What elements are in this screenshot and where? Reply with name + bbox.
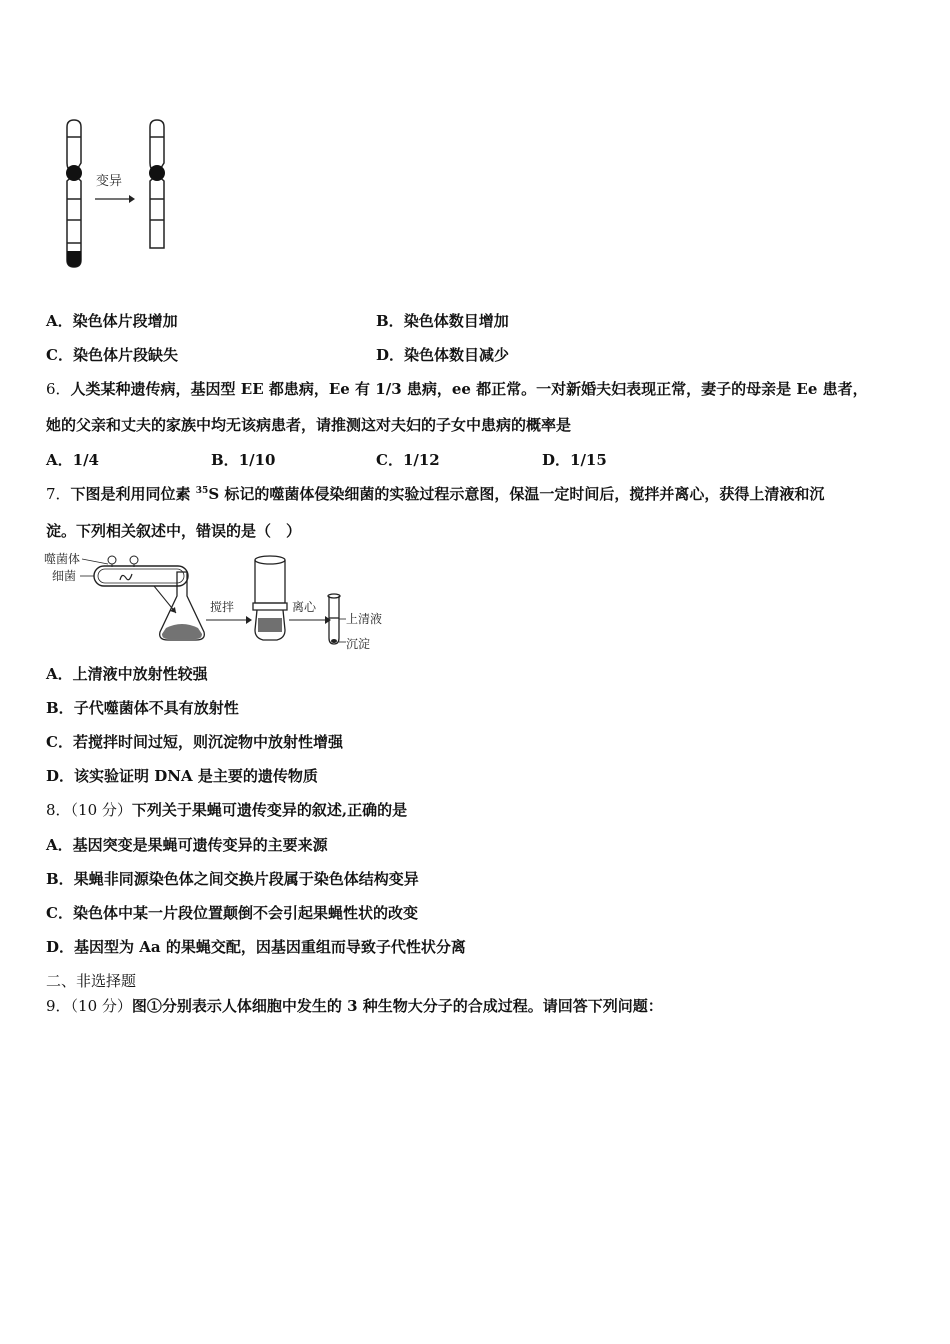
q6-stem-line1: 6．人类某种遗传病，基因型 EE 都患病，Ee 有 1/3 患病，ee 都正常。一对新婚夫妇表现正常，妻子的母亲是 Ee 患者， <box>46 380 868 398</box>
q6-option-d: D．1/15 <box>542 451 607 469</box>
q5-option-c: C．染色体片段缺失 <box>46 346 178 364</box>
q8-option-b: B．果蝇非同源染色体之间交换片段属于染色体结构变异 <box>46 870 419 888</box>
label-centrifuge: 离心 <box>292 600 317 614</box>
arrow-head <box>129 195 135 203</box>
q7-option-b: B．子代噬菌体不具有放射性 <box>46 699 239 717</box>
q9-stem: 9．（10 分）图①分别表示人体细胞中发生的 3 种生物大分子的合成过程。请回答下列问题： <box>46 997 663 1015</box>
centromere-left <box>66 165 82 181</box>
label-sediment: 沉淀 <box>346 637 371 651</box>
q6-option-a: A．1/4 <box>46 451 99 469</box>
chromosome-before <box>67 120 81 267</box>
label-bacteria: 细菌 <box>52 569 77 583</box>
chromosome-figure <box>55 115 185 275</box>
q7-stem-line2: 淀。下列相关叙述中，错误的是（ ） <box>46 522 302 540</box>
phage-experiment-figure <box>42 548 392 658</box>
section-title: 二、非选择题 <box>46 972 137 990</box>
label-supernatant: 上清液 <box>346 612 383 626</box>
dark-segment <box>67 251 81 267</box>
q8-option-d: D．基因型为 Aa 的果蝇交配，因基因重组而导致子代性状分离 <box>46 938 466 956</box>
q7-option-c: C．若搅拌时间过短，则沉淀物中放射性增强 <box>46 733 343 751</box>
q5-option-a: A．染色体片段增加 <box>46 312 178 330</box>
label-stir: 搅拌 <box>210 600 235 614</box>
q6-stem-line2: 她的父亲和丈夫的家族中均无该病患者，请推测这对夫妇的子女中患病的概率是 <box>46 416 572 434</box>
q7-option-d: D．该实验证明 DNA 是主要的遗传物质 <box>46 767 318 785</box>
q8-option-c: C．染色体中某一片段位置颠倒不会引起果蝇性状的改变 <box>46 904 418 922</box>
q5-option-d: D．染色体数目减少 <box>376 346 510 364</box>
q7-option-a: A．上清液中放射性较强 <box>46 665 208 683</box>
test-tube <box>328 594 340 644</box>
q6-option-c: C．1/12 <box>376 451 440 469</box>
q8-option-a: A．基因突变是果蝇可遗传变异的主要来源 <box>46 836 328 854</box>
q7-stem-line1: 7．下图是利用同位素 $^{35}$S 标记的噬菌体侵染细菌的实验过程示意图，保温一定时间后，搅拌并离心，获得上清液和沉 <box>46 485 825 503</box>
q5-option-b: B．染色体数目增加 <box>376 312 509 330</box>
arrow-label: 变异 <box>96 174 123 189</box>
label-phage: 噬菌体 <box>44 552 81 566</box>
chromosome-after <box>150 120 164 248</box>
q6-option-b: B．1/10 <box>211 451 276 469</box>
q8-stem: 8．（10 分）下列关于果蝇可遗传变异的叙述,正确的是 <box>46 801 408 819</box>
centromere-right <box>149 165 165 181</box>
